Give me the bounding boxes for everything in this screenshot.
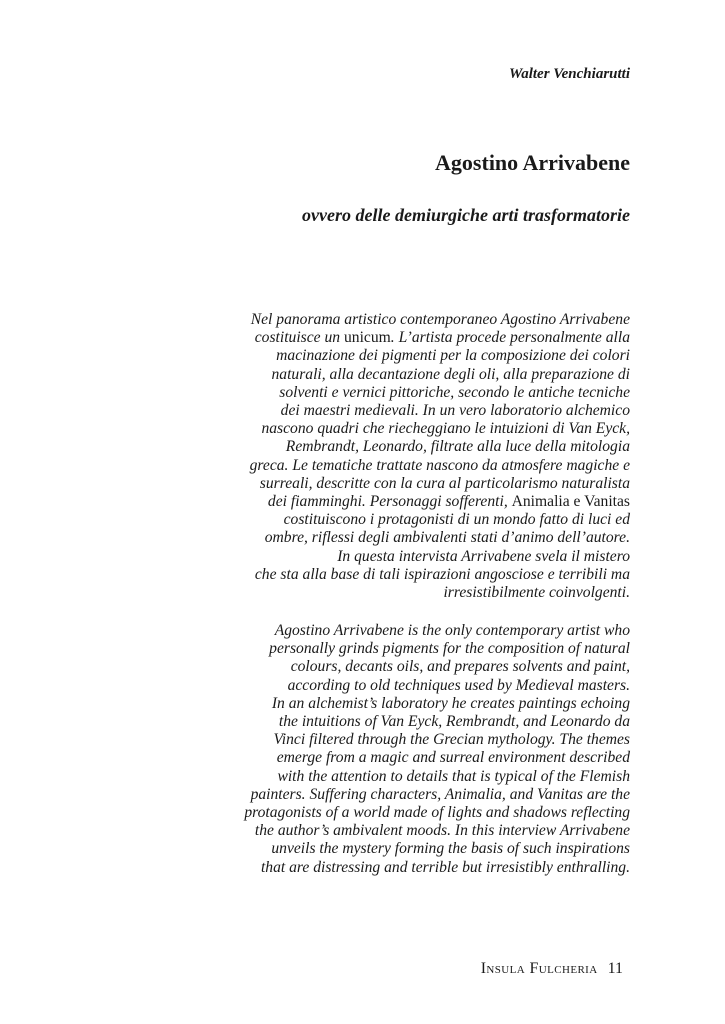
abstract-line: Agostino Arrivabene is the only contemporary artist who xyxy=(274,622,630,639)
abstract-line: the intuitions of Van Eyck, Rembrandt, and Leonardo da xyxy=(278,713,630,731)
abstract-line: Vinci filtered through the Grecian mythology. The themes xyxy=(273,731,630,749)
abstract-line: ombre, riflessi degli ambivalenti stati d’animo dell’autore. xyxy=(264,529,630,547)
abstract-line: according to old techniques used by Medieval masters. xyxy=(287,676,630,694)
abstract-line: solventi e vernici pittoriche, secondo le antiche tecniche xyxy=(279,383,630,401)
abstract-line: Nel panorama artistico contemporaneo Agostino Arrivabene xyxy=(250,311,630,328)
abstract-line: costituiscono i protagonisti di un mondo fatto di luci ed xyxy=(283,511,630,529)
abstract-line xyxy=(250,329,630,347)
text-run: dei fiamminghi. Personaggi sofferenti, xyxy=(267,493,512,511)
abstract-english xyxy=(244,622,630,877)
latin-term-vanitas: Vanitas xyxy=(584,493,630,511)
abstract-line: the author’s ambivalent moods. In this interview Arrivabene xyxy=(254,822,630,840)
abstract-line: emerge from a magic and surreal environment described xyxy=(276,749,630,767)
abstract-line: nascono quadri che riecheggiano le intuizioni di Van Eyck, xyxy=(261,420,630,438)
abstract-line: che sta alla base di tali ispirazioni angosciose e terribili ma xyxy=(254,565,630,583)
abstract-line: naturali, alla decantazione degli oli, alla preparazione di xyxy=(271,365,630,383)
abstract-line: Rembrandt, Leonardo, filtrate alla luce della mitologia xyxy=(285,438,630,456)
abstract-line: with the attention to details that is typical of the Flemish xyxy=(277,767,630,785)
abstract-line: unveils the mystery forming the basis of such inspirations xyxy=(271,840,630,858)
journal-name: Insula Fulcheria xyxy=(480,960,598,977)
abstract-line: macinazione dei pigmenti per la composizione dei colori xyxy=(276,347,630,365)
abstract-line: dei maestri medievali. In un vero laboratorio alchemico xyxy=(280,402,630,420)
abstract-line: that are distressing and terrible but irresistibly enthralling. xyxy=(260,858,630,876)
latin-term-unicum: unicum xyxy=(343,329,391,347)
author-name: Walter Venchiarutti xyxy=(509,66,630,82)
abstract-line: painters. Suffering characters, Animalia, and Vanitas are the xyxy=(250,785,630,803)
text-run: . L’artista procede personalmente alla xyxy=(390,329,630,347)
latin-term-animalia: Animalia xyxy=(511,493,570,511)
page-number: 11 xyxy=(607,960,623,977)
abstract-line: personally grinds pigments for the composition of natural xyxy=(269,640,630,658)
abstract-line xyxy=(250,493,630,511)
abstract-line: irresistibilmente coinvolgenti. xyxy=(443,584,630,602)
abstract-line: greca. Le tematiche trattate nascono da atmosfere magiche e xyxy=(249,456,630,474)
page-footer xyxy=(481,960,623,978)
abstract-line: colours, decants oils, and prepares solvents and paint, xyxy=(290,658,630,676)
abstract-line: In questa intervista Arrivabene svela il mistero xyxy=(337,547,630,565)
abstract-line: surreali, descritte con la cura al particolarismo naturalista xyxy=(259,474,630,492)
abstract-line: In an alchemist’s laboratory he creates paintings echoing xyxy=(271,694,630,712)
article-subtitle: ovvero delle demiurgiche arti trasformatorie xyxy=(302,205,630,225)
abstract-italian xyxy=(250,311,630,602)
text-run: costituisce un xyxy=(254,329,344,347)
text-run: e xyxy=(569,493,585,511)
article-title: Agostino Arrivabene xyxy=(435,150,630,175)
abstract-line: protagonists of a world made of lights and shadows reflecting xyxy=(244,804,630,822)
